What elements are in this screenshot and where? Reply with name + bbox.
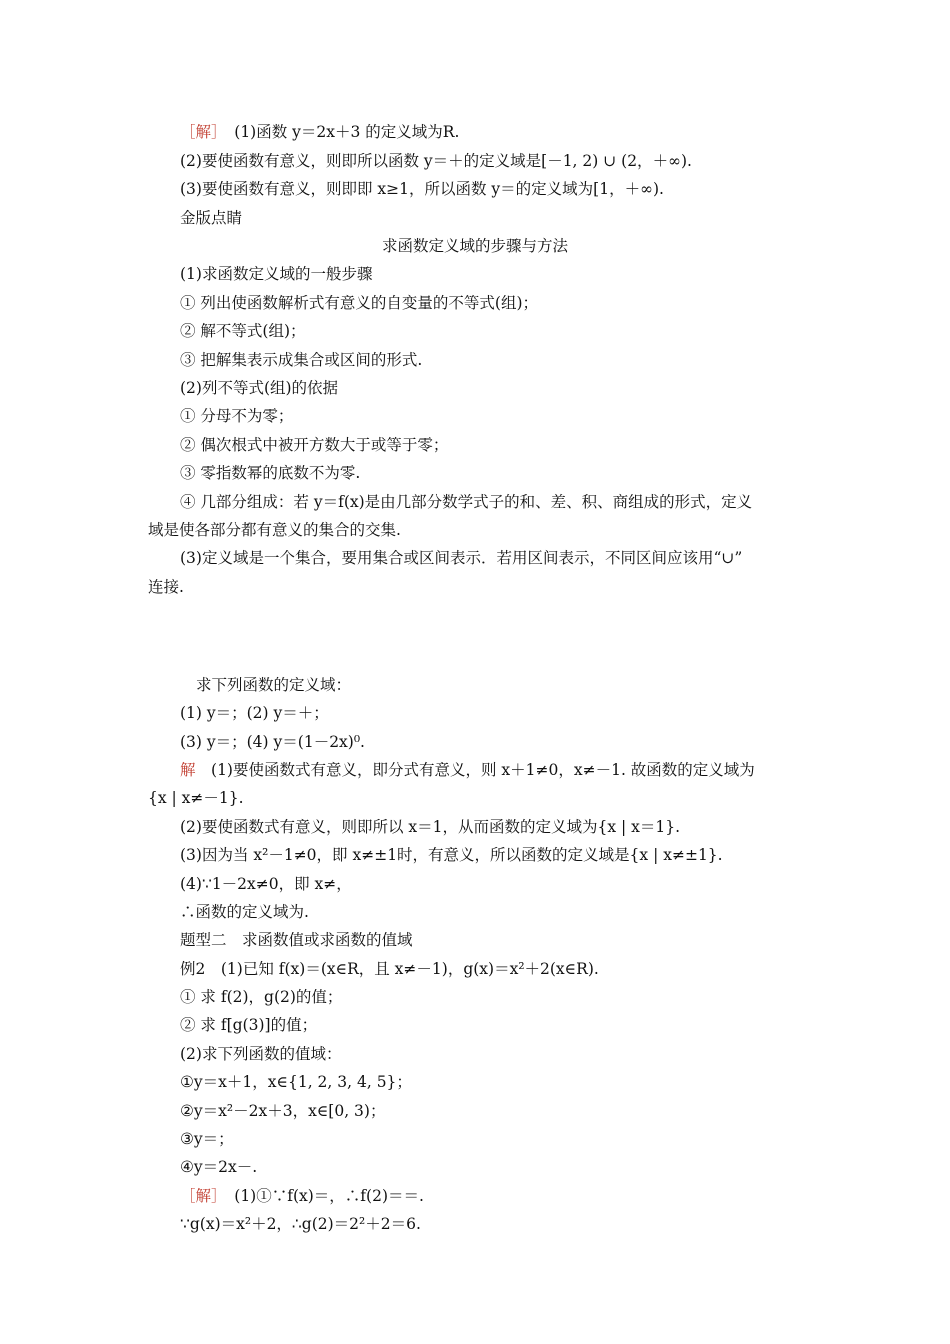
answer-label: ［解］ <box>180 1187 219 1205</box>
text-line <box>180 548 742 568</box>
answer-label: 解 <box>180 761 196 779</box>
line-text: ①y＝x＋1，x∈{1, 2, 3, 4, 5}； <box>180 1073 412 1091</box>
text-line <box>196 675 351 695</box>
line-text: ① 列出使函数解析式有意义的自变量的不等式(组)； <box>180 294 539 312</box>
line-text: ② 解不等式(组)； <box>180 322 306 340</box>
text-line <box>180 321 306 341</box>
text-line <box>180 1186 424 1206</box>
line-text: (3) y＝；(4) y＝(1－2x)⁰. <box>180 733 365 751</box>
line-text: ②y＝x²－2x＋3，x∈[0, 3)； <box>180 1102 386 1120</box>
text-line <box>180 732 365 752</box>
line-text: ④y＝2x－. <box>180 1158 258 1176</box>
line-text: (3)因为当 x²－1≠0，即 x≠±1时，有意义，所以函数的定义域是{x | x≠±1}. <box>180 846 723 864</box>
text-line <box>180 817 680 837</box>
line-text: (2)要使函数有意义，则即所以函数 y＝＋的定义域是[－1, 2) ∪ (2，＋∞). <box>180 152 692 170</box>
text-line <box>180 463 360 483</box>
line-text: ∴函数的定义域为. <box>180 903 309 921</box>
line-text: {x | x≠－1}. <box>148 789 244 807</box>
text-line <box>180 703 329 723</box>
line-text: 例2 (1)已知 f(x)＝(x∈R，且 x≠－1)，g(x)＝x²＋2(x∈R). <box>180 960 599 978</box>
text-line <box>180 179 664 199</box>
line-text: ④ 几部分组成：若 y＝f(x)是由几部分数学式子的和、差、积、商组成的形式，定义 <box>180 493 753 511</box>
text-line <box>180 1015 317 1035</box>
line-text: (2)列不等式(组)的依据 <box>180 379 339 397</box>
line-text: 连接. <box>148 578 184 596</box>
line-text: (4)∵1－2x≠0，即 x≠， <box>180 875 352 893</box>
line-text: 金版点睛 <box>180 209 243 227</box>
line-text: (1)要使函数式有意义，即分式有意义，则 x＋1≠0，x≠－1. 故函数的定义域为 <box>195 761 755 779</box>
text-line <box>148 577 184 597</box>
text-line <box>180 208 242 228</box>
text-line <box>180 378 338 398</box>
text-line <box>180 845 723 865</box>
line-text: (1)①∵f(x)＝，∴f(2)＝＝. <box>218 1187 424 1205</box>
text-line <box>148 788 244 808</box>
line-text: 求下列函数的定义域： <box>196 676 352 694</box>
text-line <box>180 760 755 780</box>
line-text: 求函数定义域的步骤与方法 <box>381 237 568 255</box>
line-text: ① 求 f(2)，g(2)的值； <box>180 988 343 1006</box>
text-line <box>180 1072 412 1092</box>
text-line <box>180 987 342 1007</box>
text-line <box>180 930 413 950</box>
text-line <box>180 1129 234 1149</box>
line-text: ② 求 f[g(3)]的值； <box>180 1016 318 1034</box>
answer-label: ［解］ <box>180 123 219 141</box>
text-line <box>180 293 538 313</box>
text-line <box>180 406 293 426</box>
line-text: ③ 零指数幂的底数不为零. <box>180 464 361 482</box>
line-text: ∵g(x)＝x²＋2，∴g(2)＝2²＋2＝6. <box>180 1215 421 1233</box>
line-text: ③ 把解集表示成集合或区间的形式. <box>180 351 423 369</box>
line-text: ③y＝； <box>180 1130 234 1148</box>
text-line <box>180 122 459 142</box>
line-text: (3)定义域是一个集合，要用集合或区间表示．若用区间表示，不同区间应该用“∪” <box>180 549 743 567</box>
line-text: ① 分母不为零； <box>180 407 294 425</box>
line-text: (2)要使函数式有意义，则即所以 x＝1，从而函数的定义域为{x | x＝1}. <box>180 818 681 836</box>
text-line <box>180 435 448 455</box>
text-line <box>148 520 401 540</box>
text-line <box>180 902 309 922</box>
text-line <box>180 264 372 284</box>
text-line <box>180 151 692 171</box>
text-line <box>180 874 352 894</box>
text-line <box>180 959 599 979</box>
line-text: (1) y＝；(2) y＝＋； <box>180 704 329 722</box>
text-line <box>180 1157 257 1177</box>
text-line <box>180 1044 341 1064</box>
text-line <box>180 1101 385 1121</box>
line-text: 域是使各部分都有意义的集合的交集. <box>148 521 401 539</box>
line-text: (3)要使函数有意义，则即即 x≥1，所以函数 y＝的定义域为[1，＋∞). <box>180 180 664 198</box>
section-heading <box>0 236 950 256</box>
line-text: (2)求下列函数的值域： <box>180 1045 342 1063</box>
line-text: (1)求函数定义域的一般步骤 <box>180 265 373 283</box>
text-line <box>180 350 422 370</box>
text-line <box>180 492 752 512</box>
line-text: (1)函数 y＝2x＋3 的定义域为R. <box>218 123 460 141</box>
line-text: ② 偶次根式中被开方数大于或等于零； <box>180 436 449 454</box>
text-line <box>180 1214 421 1234</box>
line-text: 题型二 求函数值或求函数的值域 <box>180 931 413 949</box>
